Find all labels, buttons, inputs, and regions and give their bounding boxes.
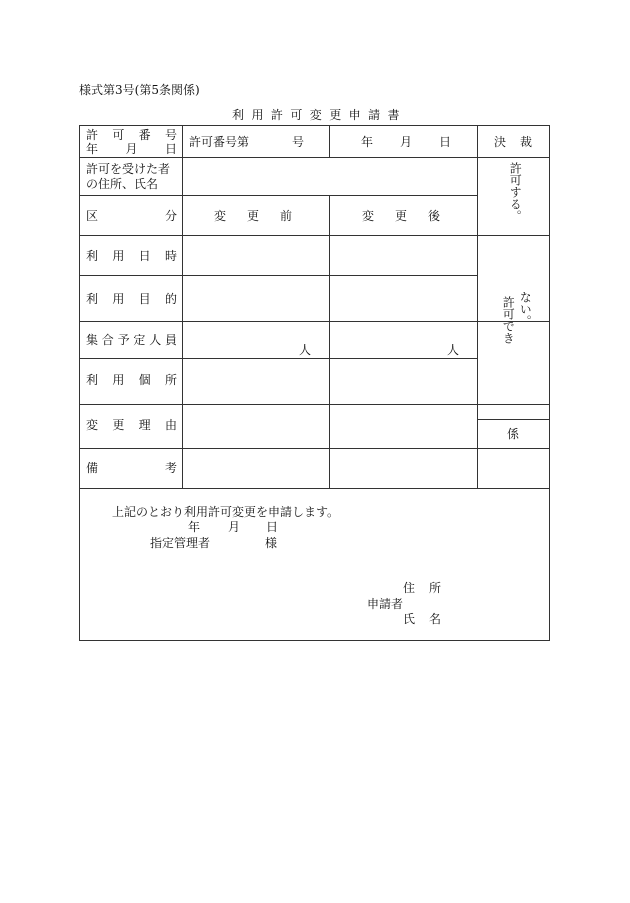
permit-date-month: 月	[400, 135, 413, 149]
declaration-date-month: 月	[228, 520, 241, 534]
people-unit-before: 人	[299, 343, 312, 357]
row-divider	[80, 404, 549, 405]
after-change-header: 変 更 後	[362, 209, 441, 223]
people-unit-after: 人	[447, 343, 460, 357]
decision-deny-text-col1: 許可でき	[501, 296, 516, 344]
use-datetime-label: 利 用 日 時	[86, 249, 177, 263]
row-divider	[80, 195, 477, 196]
row-divider	[80, 321, 549, 322]
row-divider	[80, 235, 549, 236]
column-divider	[477, 126, 478, 488]
holder-label-line2: の住所、氏名	[86, 177, 159, 191]
use-location-label: 利 用 個 所	[86, 373, 177, 387]
applicant-name-label: 氏 名	[403, 612, 442, 626]
expected-people-label: 集 合 予 定 人 員	[86, 333, 177, 347]
use-purpose-label: 利 用 目 的	[86, 292, 177, 306]
declaration-date-year: 年	[188, 520, 201, 534]
applicant-label: 申請者	[367, 597, 404, 611]
permit-number-label: 許 可 番 号	[86, 128, 177, 142]
permit-date-day: 日	[439, 135, 452, 149]
decision-header: 決 裁	[494, 135, 533, 149]
row-divider	[80, 275, 477, 276]
division-label: 区 分	[86, 209, 177, 223]
applicant-address-label: 住 所	[403, 581, 442, 595]
column-divider	[329, 126, 330, 157]
row-divider	[477, 419, 549, 420]
column-divider	[329, 195, 330, 488]
row-divider	[80, 488, 549, 489]
addressee-honorific: 様	[265, 536, 278, 550]
decision-approve-text: 許可する。	[508, 162, 523, 222]
before-change-header: 変 更 前	[214, 209, 293, 223]
declaration-date-day: 日	[266, 520, 279, 534]
holder-label-line1: 許可を受けた者	[86, 162, 171, 176]
application-form-table	[79, 125, 550, 641]
permit-date-label: 年 月 日	[86, 142, 177, 156]
permit-number-prefix: 許可番号第	[189, 135, 250, 149]
declaration-statement: 上記のとおり利用許可変更を申請します。	[112, 505, 340, 519]
permit-number-suffix: 号	[292, 135, 305, 149]
column-divider	[182, 126, 183, 488]
permit-date-year: 年	[361, 135, 374, 149]
remarks-label: 備 考	[86, 461, 177, 475]
addressee-label: 指定管理者	[150, 536, 211, 550]
form-number-label: 様式第3号(第5条関係)	[79, 83, 200, 97]
row-divider	[80, 358, 477, 359]
decision-deny-text-col2: ない。	[518, 291, 533, 327]
change-reason-label: 変 更 理 由	[86, 418, 177, 432]
row-divider	[80, 448, 549, 449]
row-divider	[80, 157, 549, 158]
staff-label: 係	[507, 427, 520, 441]
document-title: 利用許可変更申請書	[232, 108, 407, 122]
